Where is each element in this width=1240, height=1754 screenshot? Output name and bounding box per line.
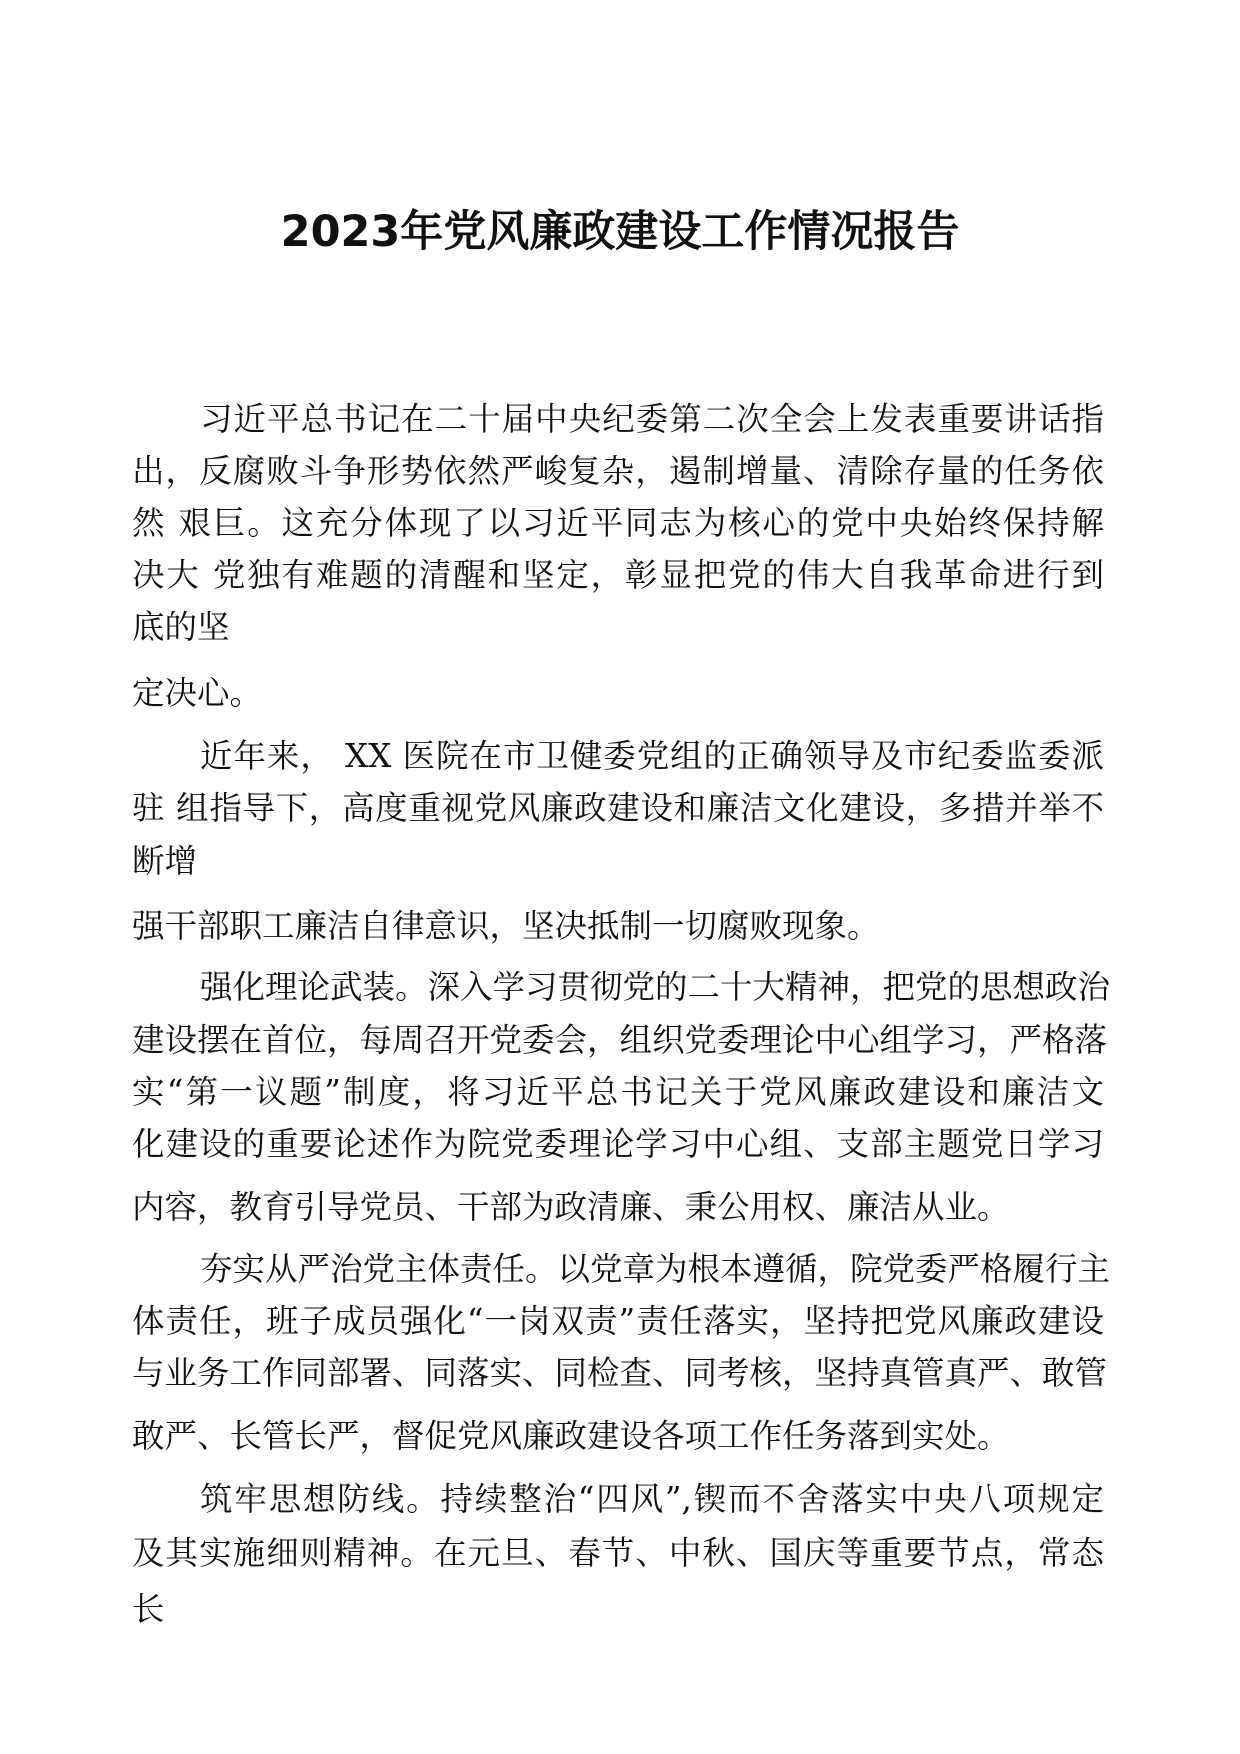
paragraph-line: 体责任，班子成员强化“一岗双责”责任落实，坚持把党风廉政建设 [132, 1302, 1104, 1340]
paragraph-line: 驻 组指导下，高度重视党风廉政建设和廉洁文化建设，多措并举不 [132, 789, 1104, 827]
paragraph-line: 内容，教育引导党员、干部为政清廉、秉公用权、廉洁从业。 [132, 1188, 1010, 1226]
paragraph-line: 出，反腐败斗争形势依然严峻复杂，遏制增量、清除存量的任务依 [132, 452, 1104, 490]
paragraph-line: 决大 党独有难题的清醒和坚定，彰显把党的伟大自我革命进行到 [132, 556, 1104, 594]
paragraph-line: 定决心。 [132, 674, 263, 712]
paragraph-line: 与业务工作同部署、同落实、同检查、同考核，坚持真管真严、敢管 [132, 1354, 1108, 1392]
paragraph-line: 长 [132, 1590, 165, 1628]
paragraph-line: 断增 [132, 842, 198, 880]
paragraph-line: 强化理论武装。深入学习贯彻党的二十大精神，把党的思想政治 [200, 968, 1111, 1006]
paragraph-line: 近年来， XX 医院在市卫健委党组的正确领导及市纪委监委派 [200, 737, 1104, 775]
paragraph-line: 底的坚 [132, 608, 230, 646]
paragraph-line: 敢严、长管长严，督促党风廉政建设各项工作任务落到实处。 [132, 1417, 1010, 1455]
paragraph-line: 化建设的重要论述作为院党委理论学习中心组、支部主题党日学习 [132, 1125, 1104, 1163]
paragraph-line: 建设摆在首位，每周召开党委会，组织党委理论中心组学习，严格落 [132, 1021, 1108, 1059]
paragraph-line: 然 艰巨。这充分体现了以习近平同志为核心的党中央始终保持解 [132, 504, 1104, 542]
document-title: 2023年党风廉政建设工作情况报告 [280, 207, 960, 257]
paragraph-line: 习近平总书记在二十届中央纪委第二次全会上发表重要讲话指 [200, 400, 1104, 438]
paragraph-line: 实“第一议题”制度，将习近平总书记关于党风廉政建设和廉洁文 [132, 1073, 1104, 1111]
paragraph-line: 强干部职工廉洁自律意识，坚决抵制一切腐败现象。 [132, 907, 880, 945]
paragraph-line: 筑牢思想防线。持续整治“四风”,锲而不舍落实中央八项规定 [200, 1480, 1104, 1518]
paragraph-line: 及其实施细则精神。在元旦、春节、中秋、国庆等重要节点，常态 [132, 1534, 1104, 1572]
paragraph-line: 夯实从严治党主体责任。以党章为根本遵循，院党委严格履行主 [200, 1250, 1111, 1288]
